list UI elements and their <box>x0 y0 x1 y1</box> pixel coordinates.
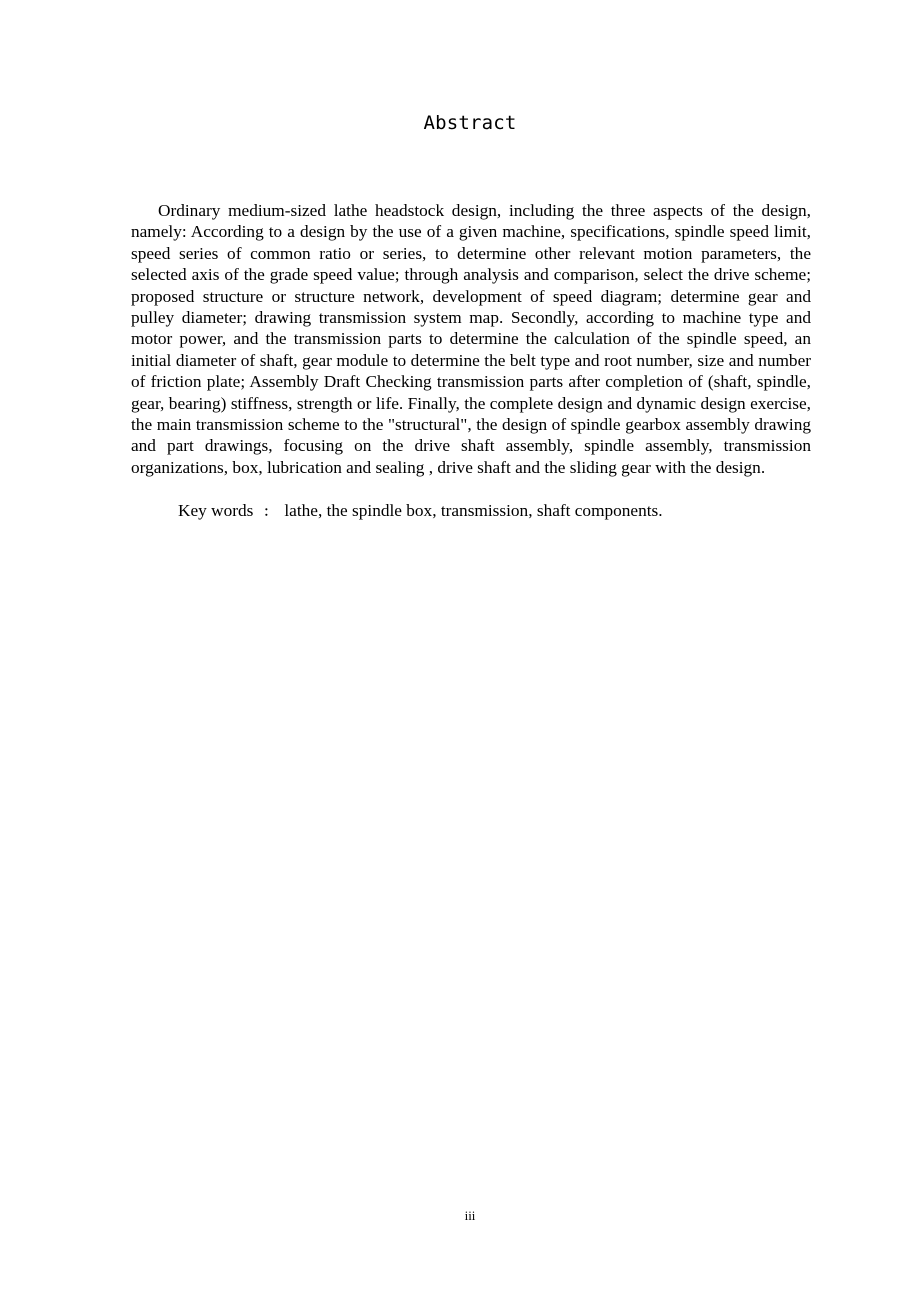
abstract-body: Ordinary medium-sized lathe headstock design, including the three aspects of the design, namely: According to a design by the use of a given machine, specifications, spindle speed limit, speed series of common ratio or series, to determine other relevant motion parameters, the selected axis of the grade speed value; through analysis and comparison, select the drive scheme; proposed structure or structure network, development of speed diagram; determine gear and pulley diameter; drawing transmission system map. Secondly, according to machine type and motor power, and the transmission parts to determine the calculation of the spindle speed, an initial diameter of shaft, gear module to determine the belt type and root number, size and number of friction plate; Assembly Draft Checking transmission parts after completion of (shaft, spindle, gear, bearing) stiffness, strength or life. Finally, the complete design and dynamic design exercise, the main transmission scheme to the "structural", the design of spindle gearbox assembly drawing and part drawings, focusing on the drive shaft assembly, spindle assembly, transmission organizations, box, lubrication and sealing , drive shaft and the sliding gear with the design. <box>131 201 811 477</box>
keywords-label: Key words <box>178 501 254 520</box>
keywords-separator: ： <box>263 505 277 520</box>
keywords-line <box>178 500 818 523</box>
page-title: Abstract <box>423 112 517 134</box>
page-number: iii <box>464 1208 476 1223</box>
keywords-text: lathe, the spindle box, transmission, shaft components. <box>284 501 663 520</box>
